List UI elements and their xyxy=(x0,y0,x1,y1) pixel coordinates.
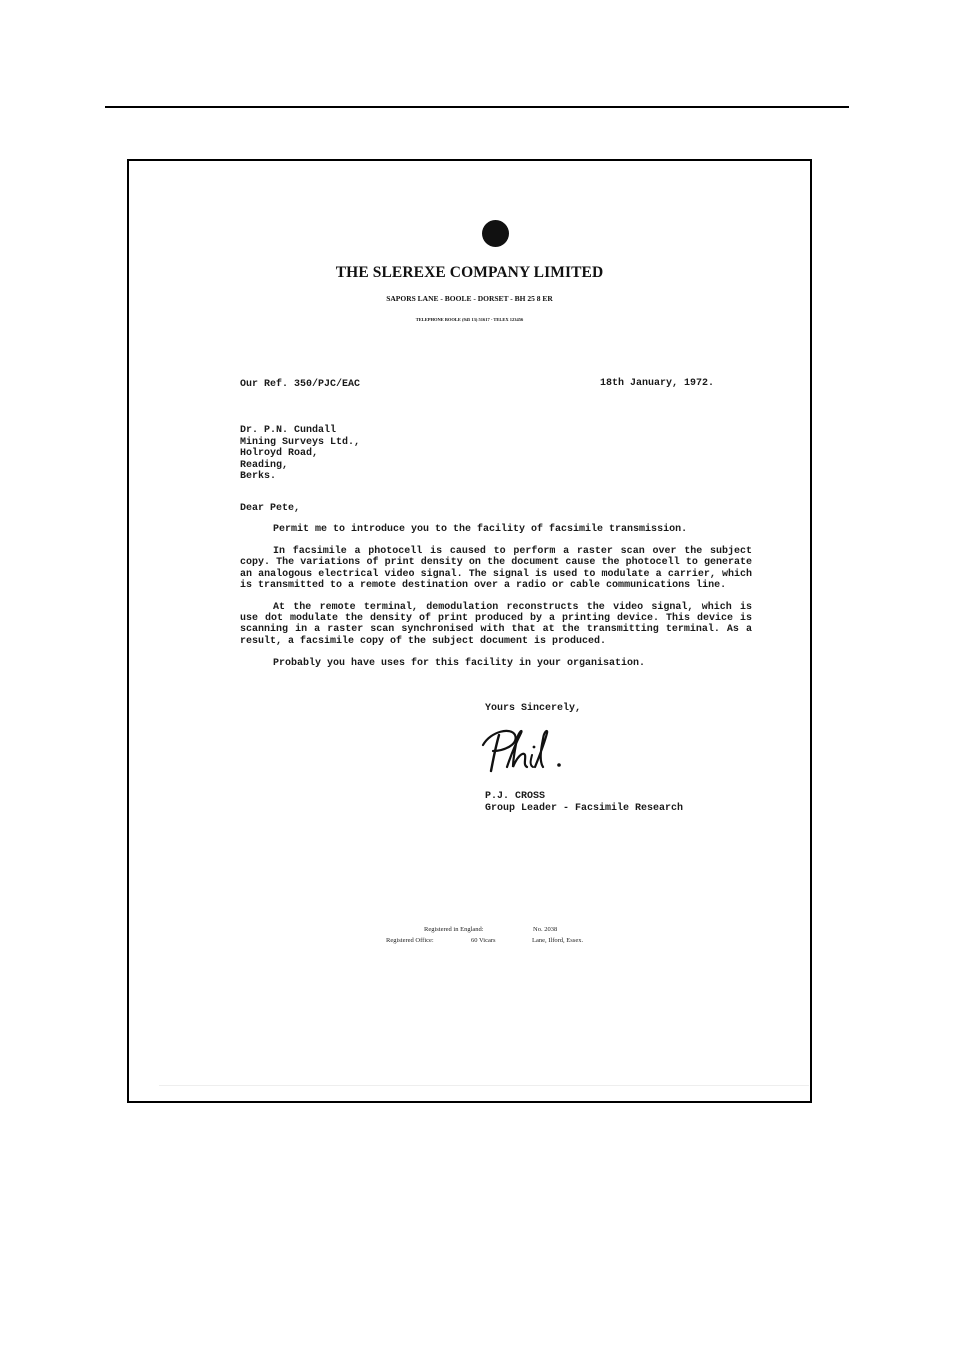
signatory xyxy=(485,791,683,814)
registered-number: No. 2038 xyxy=(533,926,558,933)
signatory-name: P.J. CROSS xyxy=(485,791,546,802)
handwritten-signature xyxy=(477,723,577,779)
scan-artifact-line xyxy=(159,1085,809,1086)
body-paragraph: In facsimile a photocell is caused to perform a raster scan over the subject copy. The variations of print density on the document cause the photocell to generate an analogous electrical video signal. The signal is used to modulate a carrier, which is transmitted to a remote destination over a radio or cable communications line. xyxy=(240,546,752,591)
body-paragraph: Permit me to introduce you to the facility of facsimile transmission. xyxy=(273,524,688,535)
letter-reference: Our Ref. 350/PJC/EAC xyxy=(240,379,361,390)
letter-figure xyxy=(127,159,812,1103)
office-label: Registered Office: xyxy=(386,937,434,944)
office-address-part: Lane, Ilford, Essex. xyxy=(532,937,584,944)
office-address-part: 60 Vicars xyxy=(471,937,496,944)
recipient-line: Reading, xyxy=(240,459,289,471)
company-logo xyxy=(482,220,509,247)
company-address: SAPORS LANE - BOOLE - DORSET - BH 25 8 ER xyxy=(386,294,553,303)
company-telephone: TELEPHONE BOOLE (945 13) 51617 - TELEX 123456 xyxy=(415,317,524,322)
signatory-title: Group Leader - Facsimile Research xyxy=(485,802,684,814)
letter-date: 18th January, 1972. xyxy=(600,378,715,389)
body-paragraph: Probably you have uses for this facility in your organisation. xyxy=(273,657,646,669)
company-name: THE SLEREXE COMPANY LIMITED xyxy=(335,264,604,281)
letter-body xyxy=(240,524,752,680)
body-paragraph: At the remote terminal, demodulation reconstructs the video signal, which is use dot modulate the density of print produced by a printing device. This device is scanning in a raster scan synchronised with that at the transmitting terminal. As a result, a facsimile copy of the subject document is produced. xyxy=(240,602,752,647)
page-header-rule xyxy=(105,106,849,108)
recipient-line: Berks. xyxy=(240,471,277,483)
salutation: Dear Pete, xyxy=(240,503,301,514)
recipient-address xyxy=(240,425,360,483)
letter-closing: Yours Sincerely, xyxy=(485,703,582,714)
registered-label: Registered in England: xyxy=(424,926,484,933)
recipient-line: Mining Surveys Ltd., xyxy=(240,436,361,448)
recipient-line: Holroyd Road, xyxy=(240,448,319,460)
recipient-line: Dr. P.N. Cundall xyxy=(240,425,337,436)
